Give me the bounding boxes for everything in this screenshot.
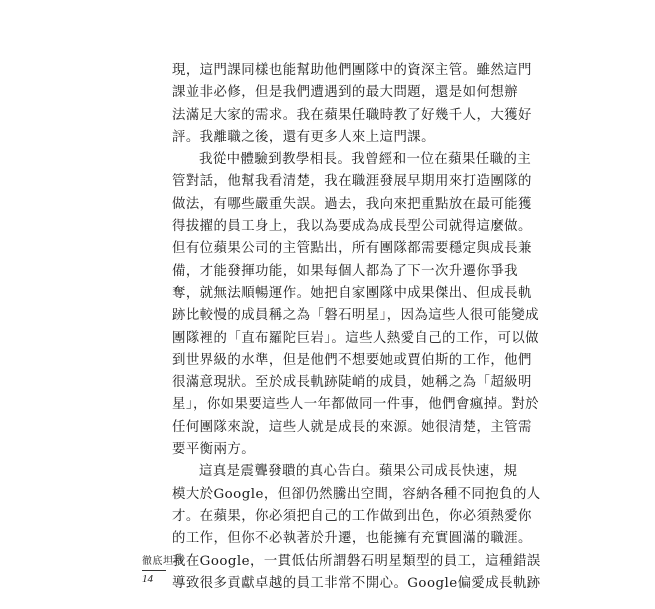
text-line: 的工作，但你不必執著於升遷，也能擁有充實圓滿的職涯。 (172, 531, 532, 547)
text-line: 團隊裡的「直布羅陀巨岩」。這些人熱愛自己的工作，可以做 (172, 330, 539, 346)
text-line: 法滿足大家的需求。我在蘋果任職時教了好幾千人，大獲好 (172, 107, 532, 123)
page-number: 14 (142, 573, 153, 585)
text-line: 做法，有哪些嚴重失誤。過去，我向來把重點放在最可能獲 (172, 196, 532, 212)
page-footer (142, 552, 184, 585)
paragraph-2 (172, 149, 539, 461)
text-line: 我在Google，一貫低估所謂磐石明星類型的員工，這種錯誤 (172, 553, 541, 569)
text-line: 評。我離職之後，還有更多人來上這門課。 (172, 129, 435, 145)
text-line: 我從中體驗到教學相長。我曾經和一位在蘋果任職的主 (199, 152, 532, 168)
running-book-title: 徹底坦率 (142, 556, 184, 567)
text-line: 課並非必修，但是我們遭遇到的最大問題，還是如何想辦 (172, 85, 519, 101)
text-line: 但有位蘋果公司的主管點出，所有團隊都需要穩定與成長兼 (172, 241, 532, 257)
paragraph-3 (172, 461, 541, 595)
text-line: 模大於Google，但卻仍然騰出空間，容納各種不同抱負的人 (172, 486, 541, 502)
paragraph-1 (172, 60, 532, 149)
text-line: 星」，你如果要這些人一年都做同一件事，他們會瘋掉。對於 (172, 397, 539, 413)
text-line: 現，這門課同樣也能幫助他們團隊中的資深主管。雖然這門 (172, 63, 532, 78)
text-line: 跡比較慢的成員稱之為「磐石明星」，因為這些人很可能變成 (172, 308, 539, 324)
text-line: 這真是震聾發聵的真心告白。蘋果公司成長快速，規 (199, 464, 518, 480)
text-line: 任何團隊來說，這些人就是成長的來源。她很清楚，主管需 (172, 419, 532, 435)
text-line: 到世界級的水準，但是他們不想要她或賈伯斯的工作，他們 (172, 352, 532, 368)
text-line: 奪，就無法順暢運作。她把自家團隊中成果傑出、但成長軌 (172, 285, 532, 301)
text-line: 很滿意現狀。至於成長軌跡陡峭的成員，她稱之為「超級明 (172, 375, 532, 391)
body-text (172, 60, 541, 595)
text-line: 要平衡兩方。 (172, 442, 256, 458)
text-line: 管對話，他幫我看清楚，我在職涯發展早期用來打造團隊的 (172, 174, 532, 190)
text-line: 導致很多貢獻卓越的員工非常不開心。Google偏愛成長軌跡 (172, 575, 541, 591)
text-line: 備，才能發揮功能，如果每個人都為了下一次升遷你爭我 (172, 263, 519, 279)
text-line: 才。在蘋果，你必須把自己的工作做到出色，你必須熱愛你 (172, 508, 532, 524)
text-line: 得拔擢的員工身上，我以為要成為成長型公司就得這麼做。 (172, 219, 532, 235)
footer-divider (142, 570, 166, 571)
